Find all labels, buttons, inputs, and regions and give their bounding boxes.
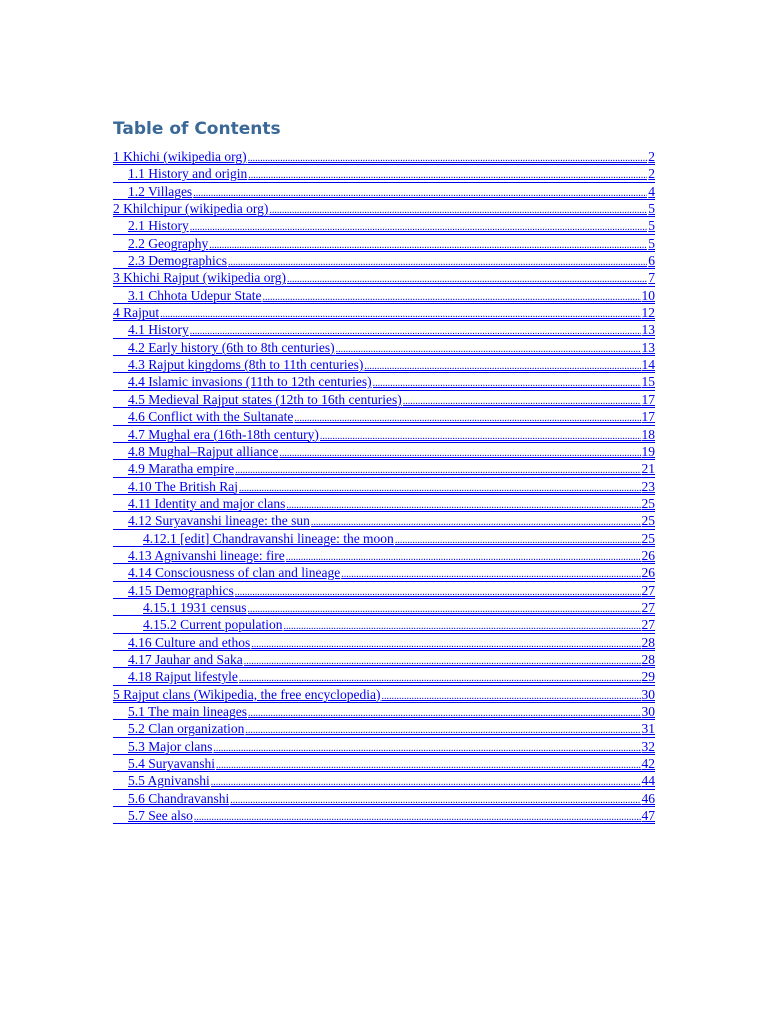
toc-entry[interactable] <box>113 755 655 772</box>
toc-entry-leader-dots <box>248 150 648 167</box>
toc-entry[interactable] <box>113 599 655 616</box>
toc-entry[interactable] <box>113 391 655 408</box>
toc-entry[interactable] <box>113 547 655 564</box>
toc-entry-page-number: 23 <box>641 478 655 494</box>
toc-entry-text: 1 Khichi (wikipedia org) <box>113 149 247 164</box>
toc-entry-leader-dots <box>395 532 641 549</box>
toc-entry-leader-dots <box>194 809 641 826</box>
toc-entry[interactable] <box>113 738 655 755</box>
toc-entry-page-number: 14 <box>641 357 655 373</box>
toc-entry[interactable] <box>113 200 655 217</box>
toc-entry[interactable] <box>113 165 655 182</box>
toc-entry-page-number: 5 <box>648 218 655 234</box>
toc-entry-text: 4.13 Agnivanshi lineage: fire <box>128 547 285 563</box>
toc-entry[interactable] <box>113 651 655 668</box>
toc-entry[interactable] <box>113 408 655 425</box>
toc-entry[interactable] <box>113 252 655 269</box>
toc-entry[interactable] <box>113 634 655 651</box>
toc-entry-text: 5.7 See also <box>128 808 193 824</box>
toc-entry-leader-dots <box>239 480 641 497</box>
toc-entry-page-number: 28 <box>641 634 655 650</box>
toc-entry-leader-dots <box>248 601 641 618</box>
toc-entry-leader-dots <box>286 497 640 514</box>
toc-entry-text: 4.14 Consciousness of clan and lineage <box>128 565 341 581</box>
toc-entry-page-number: 30 <box>641 686 655 702</box>
toc-entry[interactable] <box>113 183 655 200</box>
toc-entry-page-number: 6 <box>648 253 655 269</box>
toc-entry-text: 5.5 Agnivanshi <box>128 773 210 789</box>
toc-entry-page-number: 13 <box>641 322 655 338</box>
toc-entry-leader-dots <box>213 740 640 757</box>
toc-entry-text: 4.10 The British Raj <box>128 478 238 494</box>
toc-entry-leader-dots <box>244 653 641 670</box>
toc-entry-leader-dots <box>190 219 648 236</box>
toc-entry[interactable] <box>113 616 655 633</box>
toc-entry[interactable] <box>113 269 655 286</box>
toc-entry-leader-dots <box>294 410 640 427</box>
toc-entry-leader-dots <box>364 358 640 375</box>
toc-entry-text: 5.2 Clan organization <box>128 721 245 737</box>
toc-entry-text: 4.16 Culture and ethos <box>128 634 251 650</box>
toc-entry-text: 5.3 Major clans <box>128 738 213 754</box>
toc-entry-leader-dots <box>235 584 641 601</box>
toc-entry-page-number: 26 <box>641 547 655 563</box>
toc-entry[interactable] <box>113 443 655 460</box>
toc-entry[interactable] <box>113 807 655 824</box>
toc-entry-page-number: 17 <box>641 409 655 425</box>
toc-entry-page-number: 25 <box>641 513 655 529</box>
toc-entry-page-number: 5 <box>648 235 655 251</box>
toc-entry-page-number: 17 <box>641 391 655 407</box>
toc-entry[interactable] <box>113 686 655 703</box>
toc-entry-leader-dots <box>245 722 640 739</box>
toc-entry-text: 4.9 Maratha empire <box>128 461 235 477</box>
toc-entry-text: 5.1 The main lineages <box>128 704 247 719</box>
toc-entry-text: 4.12 Suryavanshi lineage: the sun <box>128 513 310 529</box>
toc-entry-text: 5.4 Suryavanshi <box>128 756 215 772</box>
toc-entry-text: 4.12.1 [edit] Chandravanshi lineage: the moon <box>143 530 394 546</box>
toc-entry[interactable] <box>113 668 655 685</box>
toc-entry-page-number: 46 <box>641 790 655 806</box>
toc-entry[interactable] <box>113 426 655 443</box>
toc-entry-text: 4.15 Demographics <box>128 582 234 598</box>
toc-entry-text: 4.15.2 Current population <box>143 617 283 633</box>
toc-entry[interactable] <box>113 373 655 390</box>
toc-entry-leader-dots <box>341 566 640 583</box>
toc-entry-text: 4.18 Rajput lifestyle <box>128 669 238 685</box>
toc-entry[interactable] <box>113 582 655 599</box>
toc-entry-page-number: 42 <box>641 756 655 772</box>
toc-entry-text: 4.6 Conflict with the Sultanate <box>128 409 294 425</box>
toc-entry-text: 3.1 Chhota Udepur State <box>128 287 262 303</box>
toc-entry-page-number: 25 <box>641 530 655 546</box>
toc-entry[interactable] <box>113 321 655 338</box>
toc-entry[interactable] <box>113 460 655 477</box>
toc-entry-page-number: 7 <box>648 270 655 286</box>
toc-entry[interactable] <box>113 790 655 807</box>
toc-entry-page-number: 27 <box>641 617 655 633</box>
toc-entry-text: 2.1 History <box>128 218 189 234</box>
toc-entry-text: 5.6 Chandravanshi <box>128 790 230 806</box>
toc-entry-text: 4 Rajput <box>113 305 160 321</box>
toc-entry-text: 2.3 Demographics <box>128 253 227 269</box>
toc-entry[interactable] <box>113 512 655 529</box>
toc-entry-leader-dots <box>248 705 641 722</box>
toc-entry-page-number: 25 <box>641 495 655 511</box>
toc-entry-text: 4.11 Identity and major clans <box>128 495 286 511</box>
toc-entry-page-number: 5 <box>648 201 655 217</box>
toc-entry-page-number: 15 <box>641 374 655 390</box>
toc-entry-text: 4.5 Medieval Rajput states (12th to 16th centuries) <box>128 391 402 407</box>
document-page <box>113 116 655 824</box>
toc-entry-leader-dots <box>251 636 640 653</box>
toc-entry-page-number: 27 <box>641 599 655 615</box>
toc-entry-leader-dots <box>262 289 640 306</box>
toc-entry[interactable] <box>113 772 655 789</box>
toc-entry-text: 3 Khichi Rajput (wikipedia org) <box>113 270 286 286</box>
toc-entry-page-number: 21 <box>641 461 655 477</box>
toc-entry-page-number: 4 <box>648 183 655 199</box>
toc-entry-leader-dots <box>283 618 640 635</box>
toc-entry-text: 4.3 Rajput kingdoms (8th to 11th centuries) <box>128 357 364 373</box>
toc-entry-page-number: 2 <box>648 166 655 182</box>
toc-entry[interactable] <box>113 148 655 165</box>
toc-entry[interactable] <box>113 287 655 304</box>
toc-entry-page-number: 19 <box>641 443 655 459</box>
toc-entry-leader-dots <box>279 445 640 462</box>
toc-entry-leader-dots <box>211 774 641 791</box>
toc-entry-page-number: 12 <box>641 305 655 321</box>
toc-entry-page-number: 27 <box>641 582 655 598</box>
toc-entry-text: 4.17 Jauhar and Saka <box>128 651 243 667</box>
toc-entry-leader-dots <box>209 237 647 254</box>
toc-entry-leader-dots <box>336 341 641 358</box>
toc-entry[interactable] <box>113 720 655 737</box>
toc-list <box>113 148 655 824</box>
toc-entry-leader-dots <box>160 306 640 323</box>
toc-entry[interactable] <box>113 339 655 356</box>
toc-entry-page-number: 13 <box>641 339 655 355</box>
toc-entry-text: 1.1 History and origin <box>128 166 248 182</box>
toc-entry-leader-dots <box>381 688 640 705</box>
toc-title: Table of Contents <box>113 119 281 139</box>
toc-entry-leader-dots <box>235 462 640 479</box>
toc-entry-leader-dots <box>216 757 641 774</box>
toc-entry[interactable] <box>113 495 655 512</box>
toc-entry-text: 1.2 Villages <box>128 183 193 199</box>
toc-entry-page-number: 44 <box>641 773 655 789</box>
toc-entry-page-number: 28 <box>641 651 655 667</box>
toc-entry-leader-dots <box>373 375 641 392</box>
toc-entry[interactable] <box>113 564 655 581</box>
toc-entry-leader-dots <box>230 792 640 809</box>
toc-entry-page-number: 18 <box>641 426 655 442</box>
toc-entry-text: 2.2 Geography <box>128 235 209 251</box>
toc-entry-text: 4.15.1 1931 census <box>143 599 247 615</box>
toc-entry-page-number: 10 <box>641 287 655 303</box>
toc-entry-leader-dots <box>228 254 647 271</box>
toc-entry-page-number: 30 <box>641 704 655 719</box>
toc-entry-text: 4.4 Islamic invasions (11th to 12th centuries) <box>128 374 372 390</box>
toc-entry-leader-dots <box>248 167 647 184</box>
toc-entry-text: 4.2 Early history (6th to 8th centuries) <box>128 339 335 355</box>
toc-entry-text: 4.1 History <box>128 322 189 338</box>
toc-entry-page-number: 31 <box>641 721 655 737</box>
toc-entry-leader-dots <box>287 271 647 288</box>
toc-entry[interactable] <box>113 530 655 547</box>
toc-entry-text: 5 Rajput clans (Wikipedia, the free encyclopedia) <box>113 686 381 702</box>
toc-entry[interactable] <box>113 356 655 373</box>
toc-entry[interactable] <box>113 235 655 252</box>
toc-entry[interactable] <box>113 304 655 321</box>
toc-entry[interactable] <box>113 703 655 720</box>
toc-entry-page-number: 47 <box>641 808 655 824</box>
toc-entry[interactable] <box>113 217 655 234</box>
toc-entry-leader-dots <box>269 202 647 219</box>
toc-entry-page-number: 32 <box>641 738 655 754</box>
toc-entry-page-number: 29 <box>641 669 655 685</box>
toc-entry-leader-dots <box>403 393 641 410</box>
toc-entry-text: 2 Khilchipur (wikipedia org) <box>113 201 269 217</box>
toc-entry-text: 4.8 Mughal–Rajput alliance <box>128 443 279 459</box>
toc-entry-leader-dots <box>320 428 641 445</box>
toc-entry-page-number: 26 <box>641 565 655 581</box>
toc-entry-text: 4.7 Mughal era (16th-18th century) <box>128 426 319 442</box>
toc-entry-page-number: 2 <box>648 149 655 164</box>
toc-entry[interactable] <box>113 478 655 495</box>
